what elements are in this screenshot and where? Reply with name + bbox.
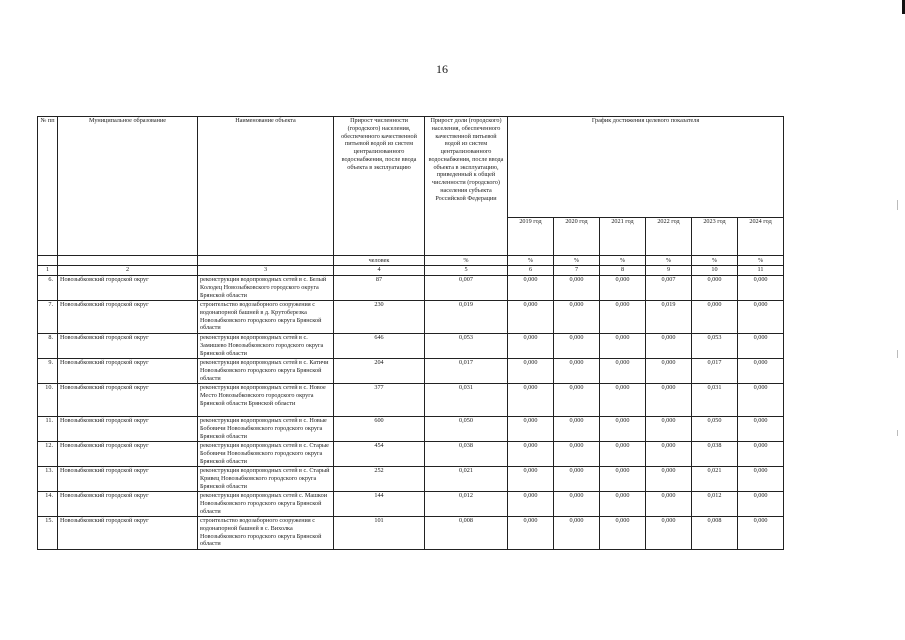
- row-year-value: 0,000: [738, 492, 784, 517]
- unit-cell: [198, 256, 334, 266]
- row-object-name: строительство водозаборного сооружения с водонапорной башней в д. Крутоберезка Новозыбковского городского округа Брянской области: [198, 301, 334, 334]
- row-share-growth: 0,017: [425, 359, 508, 384]
- row-year-value: 0,000: [646, 334, 692, 359]
- row-number: 10.: [38, 384, 58, 417]
- row-year-value: 0,007: [646, 276, 692, 301]
- row-year-value: 0,000: [646, 442, 692, 467]
- unit-cell: [38, 256, 58, 266]
- unit-cell: %: [692, 256, 738, 266]
- row-year-value: 0,000: [646, 492, 692, 517]
- row-year-value: 0,053: [692, 334, 738, 359]
- row-share-growth: 0,012: [425, 492, 508, 517]
- row-number: 8.: [38, 334, 58, 359]
- row-population-growth: 101: [334, 517, 425, 550]
- table-row: [38, 384, 784, 417]
- column-number: 9: [646, 266, 692, 276]
- header-year: 2019 год: [508, 217, 554, 255]
- row-year-value: 0,000: [508, 492, 554, 517]
- row-year-value: 0,000: [508, 359, 554, 384]
- column-number: 2: [58, 266, 198, 276]
- column-number: 5: [425, 266, 508, 276]
- row-municipality: Новозыбковский городской округ: [58, 492, 198, 517]
- unit-cell: [58, 256, 198, 266]
- row-year-value: 0,000: [508, 384, 554, 417]
- table-row: [38, 467, 784, 492]
- header-schedule: График достижения целевого показателя: [508, 117, 784, 218]
- row-year-value: 0,050: [692, 417, 738, 442]
- table-row: [38, 417, 784, 442]
- row-year-value: 0,000: [508, 442, 554, 467]
- row-share-growth: 0,021: [425, 467, 508, 492]
- row-municipality: Новозыбковский городской округ: [58, 359, 198, 384]
- page-number: 16: [436, 62, 448, 76]
- row-population-growth: 646: [334, 334, 425, 359]
- table-row: [38, 442, 784, 467]
- header-pop-growth: Прирост численности (городского) населения, обеспеченного качественной питьевой водой из систем централизованного водоснабжения, после ввода объекта в эксплуатацию: [334, 117, 425, 256]
- row-number: 12.: [38, 442, 58, 467]
- row-year-value: 0,000: [554, 417, 600, 442]
- row-share-growth: 0,038: [425, 442, 508, 467]
- row-year-value: 0,000: [600, 517, 646, 550]
- row-population-growth: 204: [334, 359, 425, 384]
- row-year-value: 0,000: [738, 334, 784, 359]
- row-number: 15.: [38, 517, 58, 550]
- unit-cell: %: [508, 256, 554, 266]
- row-year-value: 0,000: [646, 359, 692, 384]
- header-year: 2022 год: [646, 217, 692, 255]
- row-number: 13.: [38, 467, 58, 492]
- row-number: 9.: [38, 359, 58, 384]
- row-year-value: 0,000: [508, 467, 554, 492]
- column-number: 11: [738, 266, 784, 276]
- row-share-growth: 0,008: [425, 517, 508, 550]
- row-object-name: реконструкция водопроводных сетей в с. Белый Колодец Новозыбковского городского округа Брянской области: [198, 276, 334, 301]
- row-year-value: 0,000: [554, 334, 600, 359]
- row-year-value: 0,000: [508, 334, 554, 359]
- row-year-value: 0,000: [600, 417, 646, 442]
- row-population-growth: 454: [334, 442, 425, 467]
- row-year-value: 0,000: [738, 384, 784, 417]
- column-number: 6: [508, 266, 554, 276]
- row-year-value: 0,000: [646, 417, 692, 442]
- header-municipality: Муниципальное образование: [58, 117, 198, 256]
- row-year-value: 0,000: [554, 517, 600, 550]
- column-number: 3: [198, 266, 334, 276]
- row-year-value: 0,021: [692, 467, 738, 492]
- row-year-value: 0,012: [692, 492, 738, 517]
- row-year-value: 0,000: [554, 492, 600, 517]
- row-year-value: 0,000: [508, 276, 554, 301]
- row-year-value: 0,000: [508, 517, 554, 550]
- row-year-value: 0,000: [554, 359, 600, 384]
- row-year-value: 0,000: [600, 384, 646, 417]
- scan-artifact-line: [897, 200, 898, 210]
- header-object: Наименование объекта: [198, 117, 334, 256]
- table-row: [38, 276, 784, 301]
- row-municipality: Новозыбковский городской округ: [58, 442, 198, 467]
- row-year-value: 0,000: [646, 517, 692, 550]
- row-number: 7.: [38, 301, 58, 334]
- row-year-value: 0,000: [508, 301, 554, 334]
- scan-artifact-line: [897, 350, 898, 358]
- target-indicator-table: [37, 116, 784, 550]
- unit-cell: человек: [334, 256, 425, 266]
- row-year-value: 0,000: [554, 384, 600, 417]
- row-year-value: 0,000: [600, 442, 646, 467]
- row-population-growth: 600: [334, 417, 425, 442]
- unit-cell: %: [554, 256, 600, 266]
- table-row: [38, 517, 784, 550]
- row-year-value: 0,000: [600, 467, 646, 492]
- units-row: [38, 256, 784, 266]
- row-year-value: 0,000: [738, 442, 784, 467]
- row-share-growth: 0,053: [425, 334, 508, 359]
- row-population-growth: 377: [334, 384, 425, 417]
- row-number: 14.: [38, 492, 58, 517]
- row-year-value: 0,000: [738, 359, 784, 384]
- row-year-value: 0,031: [692, 384, 738, 417]
- table-row: [38, 301, 784, 334]
- row-municipality: Новозыбковский городской округ: [58, 384, 198, 417]
- row-year-value: 0,000: [600, 301, 646, 334]
- scan-artifact-line: [897, 430, 898, 436]
- row-object-name: реконструкция водопроводных сетей с. Машкои Новозыбковского городского округа Брянской области: [198, 492, 334, 517]
- row-population-growth: 230: [334, 301, 425, 334]
- row-year-value: 0,000: [738, 276, 784, 301]
- row-object-name: реконструкция водопроводных сетей в с. Замишево Новозыбковского городского округа Брянской области: [198, 334, 334, 359]
- column-number: 1: [38, 266, 58, 276]
- row-year-value: 0,000: [646, 384, 692, 417]
- header-num: № пп: [38, 117, 58, 256]
- row-year-value: 0,000: [738, 517, 784, 550]
- row-object-name: строительство водозаборного сооружения с водонапорной башней в с. Вихолка Новозыбковского городского округа Брянской области: [198, 517, 334, 550]
- row-year-value: 0,038: [692, 442, 738, 467]
- row-object-name: реконструкция водопроводных сетей в с. Катичи Новозыбковского городского округа Брянской области: [198, 359, 334, 384]
- row-share-growth: 0,019: [425, 301, 508, 334]
- row-year-value: 0,000: [692, 301, 738, 334]
- row-number: 6.: [38, 276, 58, 301]
- row-year-value: 0,000: [738, 417, 784, 442]
- unit-cell: %: [600, 256, 646, 266]
- row-municipality: Новозыбковский городской округ: [58, 301, 198, 334]
- row-share-growth: 0,007: [425, 276, 508, 301]
- column-number: 4: [334, 266, 425, 276]
- row-object-name: реконструкция водопроводных сетей в с. Старый Кривец Новозыбковского городского округа Брянской области: [198, 467, 334, 492]
- unit-cell: %: [738, 256, 784, 266]
- column-number: 8: [600, 266, 646, 276]
- row-year-value: 0,000: [600, 359, 646, 384]
- column-number: 7: [554, 266, 600, 276]
- column-number: 10: [692, 266, 738, 276]
- header-year: 2020 год: [554, 217, 600, 255]
- row-municipality: Новозыбковский городской округ: [58, 276, 198, 301]
- row-object-name: реконструкция водопроводных сетей в с. Новое Место Новозыбковского городского округа Брянской области Брянской области: [198, 384, 334, 417]
- row-municipality: Новозыбковский городской округ: [58, 467, 198, 492]
- row-municipality: Новозыбковский городской округ: [58, 517, 198, 550]
- row-year-value: 0,000: [600, 334, 646, 359]
- row-year-value: 0,019: [646, 301, 692, 334]
- unit-cell: %: [425, 256, 508, 266]
- row-year-value: 0,000: [554, 442, 600, 467]
- header-share-growth: Прирост доли (городского) населения, обеспеченного качественной питьевой водой из систем централизованного водоснабжения, после ввода объекта в эксплуатацию, приведенный к общей численности (городского) населения субъекта Российской Федерации: [425, 117, 508, 256]
- row-object-name: реконструкция водопроводных сетей в с. Новые Бобовичи Новозыбковского городского округа Брянской области: [198, 417, 334, 442]
- row-year-value: 0,000: [738, 301, 784, 334]
- row-year-value: 0,017: [692, 359, 738, 384]
- row-object-name: реконструкция водопроводных сетей в с. Старые Бобовичи Новозыбковского городского округа Брянской области: [198, 442, 334, 467]
- table-row: [38, 359, 784, 384]
- row-municipality: Новозыбковский городской округ: [58, 417, 198, 442]
- row-year-value: 0,000: [692, 276, 738, 301]
- row-year-value: 0,000: [508, 417, 554, 442]
- row-population-growth: 252: [334, 467, 425, 492]
- row-share-growth: 0,050: [425, 417, 508, 442]
- header-year: 2023 год: [692, 217, 738, 255]
- row-year-value: 0,000: [600, 492, 646, 517]
- row-year-value: 0,000: [554, 301, 600, 334]
- row-year-value: 0,008: [692, 517, 738, 550]
- header-year: 2024 год: [738, 217, 784, 255]
- row-year-value: 0,000: [600, 276, 646, 301]
- row-year-value: 0,000: [646, 467, 692, 492]
- table-row: [38, 492, 784, 517]
- row-population-growth: 144: [334, 492, 425, 517]
- row-year-value: 0,000: [554, 276, 600, 301]
- row-year-value: 0,000: [554, 467, 600, 492]
- row-population-growth: 87: [334, 276, 425, 301]
- row-number: 11.: [38, 417, 58, 442]
- column-numbers-row: [38, 266, 784, 276]
- row-year-value: 0,000: [738, 467, 784, 492]
- table-row: [38, 334, 784, 359]
- header-year: 2021 год: [600, 217, 646, 255]
- row-share-growth: 0,031: [425, 384, 508, 417]
- unit-cell: %: [646, 256, 692, 266]
- row-municipality: Новозыбковский городской округ: [58, 334, 198, 359]
